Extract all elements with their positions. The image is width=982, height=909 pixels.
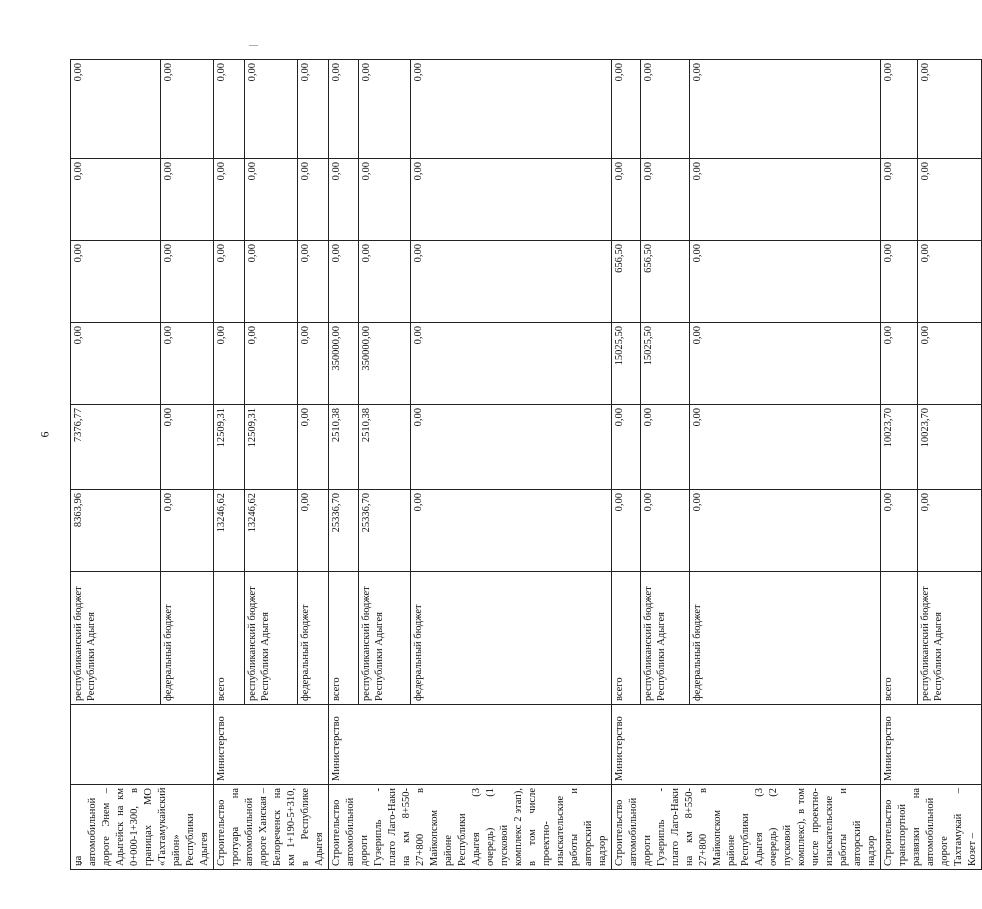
page-top-mark: — (249, 40, 258, 50)
value-cell: 0,00 (410, 60, 611, 159)
value-cell: 8363,96 (71, 490, 161, 572)
value-cell: 0,00 (689, 490, 880, 572)
value-cell: 0,00 (410, 159, 611, 241)
table-row (214, 60, 245, 870)
value-cell: 0,00 (71, 159, 161, 241)
value-cell: 2510,38 (359, 405, 411, 490)
value-cell: 0,00 (612, 405, 641, 490)
value-cell: 0,00 (640, 405, 689, 490)
value-cell: 0,00 (245, 241, 298, 323)
funding-source-cell: федеральный бюджет (689, 572, 880, 705)
value-cell: 13246,62 (214, 490, 245, 572)
value-cell: 0,00 (245, 323, 298, 405)
executor-cell: Министерство (329, 705, 612, 785)
value-cell: 0,00 (161, 159, 214, 241)
measure-name-cell: Строительство транспортной развязки на автомобильной дороге Тахтамукай – Козет – (881, 785, 982, 870)
value-cell: 0,00 (245, 60, 298, 159)
funding-source-cell: федеральный бюджет (297, 572, 328, 705)
value-cell: 0,00 (410, 323, 611, 405)
value-cell: 0,00 (881, 323, 918, 405)
table-row (329, 60, 359, 870)
page-number: 6 (37, 431, 52, 438)
executor-cell: Министерство (881, 705, 982, 785)
value-cell: 0,00 (689, 323, 880, 405)
value-cell: 350000,00 (329, 323, 359, 405)
funding-source-cell: всего (214, 572, 245, 705)
value-cell: 0,00 (359, 159, 411, 241)
funding-source-cell: федеральный бюджет (410, 572, 611, 705)
value-cell: 0,00 (71, 241, 161, 323)
value-cell: 0,00 (161, 60, 214, 159)
value-cell: 656,50 (612, 241, 641, 323)
value-cell: 0,00 (640, 490, 689, 572)
executor-cell: Министерство (214, 705, 329, 785)
value-cell: 25336,70 (329, 490, 359, 572)
funding-source-cell: республиканский бюджет Республики Адыгея (918, 572, 982, 705)
value-cell: 0,00 (689, 159, 880, 241)
value-cell: 0,00 (71, 60, 161, 159)
value-cell: 0,00 (689, 60, 880, 159)
value-cell: 0,00 (918, 60, 982, 159)
measure-name-cell: Строительство автомобильной дороги Гузерипль - плато Лаго-Наки на км 8+550-27+800 в Майкопском районе Республики Адыгея (3 очередь) (1 пусковой комплекс 2 этап), в том числе проектно-изыскательские работы и авторский надзор (329, 785, 612, 870)
value-cell: 10023,70 (918, 405, 982, 490)
measure-name-cell: Строительство автомобильной дороги Гузерипль - плато Лаго-Наки на км 8+550-27+800 в Майкопском районе Республики Адыгея (3 очередь) (2 пусковой комплекс), в том числе проектно-изыскательские работы и авторский надзор (612, 785, 881, 870)
value-cell: 0,00 (297, 159, 328, 241)
value-cell: 0,00 (71, 323, 161, 405)
value-cell: 0,00 (881, 241, 918, 323)
value-cell: 350000,00 (359, 323, 411, 405)
value-cell: 0,00 (689, 241, 880, 323)
value-cell: 12509,31 (214, 405, 245, 490)
value-cell: 656,50 (640, 241, 689, 323)
value-cell: 0,00 (161, 241, 214, 323)
value-cell: 0,00 (359, 241, 411, 323)
value-cell: 0,00 (214, 159, 245, 241)
funding-source-cell: республиканский бюджет Республики Адыгея (640, 572, 689, 705)
value-cell: 0,00 (214, 241, 245, 323)
value-cell: 0,00 (612, 159, 641, 241)
value-cell: 15025,50 (640, 323, 689, 405)
budget-table (70, 59, 982, 870)
funding-source-cell: всего (881, 572, 918, 705)
value-cell: 25336,70 (359, 490, 411, 572)
funding-source-cell: республиканский бюджет Республики Адыгея (245, 572, 298, 705)
value-cell: 0,00 (297, 60, 328, 159)
value-cell: 0,00 (297, 490, 328, 572)
value-cell: 0,00 (161, 323, 214, 405)
value-cell: 0,00 (359, 60, 411, 159)
executor-cell (71, 705, 214, 785)
value-cell: 0,00 (410, 241, 611, 323)
value-cell: 0,00 (918, 241, 982, 323)
value-cell: 0,00 (410, 490, 611, 572)
value-cell: 0,00 (612, 490, 641, 572)
value-cell: 0,00 (161, 490, 214, 572)
value-cell: 12509,31 (245, 405, 298, 490)
value-cell: 7376,77 (71, 405, 161, 490)
funding-source-cell: всего (329, 572, 359, 705)
value-cell: 0,00 (214, 323, 245, 405)
value-cell: 0,00 (297, 323, 328, 405)
value-cell: 0,00 (612, 60, 641, 159)
value-cell: 0,00 (881, 490, 918, 572)
value-cell: 0,00 (918, 159, 982, 241)
value-cell: 0,00 (640, 60, 689, 159)
value-cell: 0,00 (881, 60, 918, 159)
value-cell: 0,00 (297, 405, 328, 490)
value-cell: 0,00 (689, 405, 880, 490)
funding-source-cell: республиканский бюджет Республики Адыгея (359, 572, 411, 705)
value-cell: 0,00 (161, 405, 214, 490)
value-cell: 0,00 (918, 323, 982, 405)
value-cell: 15025,50 (612, 323, 641, 405)
table-row (71, 60, 161, 870)
table-row (612, 60, 641, 870)
value-cell: 0,00 (329, 60, 359, 159)
value-cell: 0,00 (918, 490, 982, 572)
value-cell: 0,00 (245, 159, 298, 241)
value-cell: 13246,62 (245, 490, 298, 572)
executor-cell: Министерство (612, 705, 881, 785)
measure-name-cell: на автомобильной дороге Энем – Адыгейск на км 0+000-1+300, в границах МО «Тахтамукайский район» Республики Адыгея (71, 785, 214, 870)
funding-source-cell: республиканский бюджет Республики Адыгея (71, 572, 161, 705)
value-cell: 2510,38 (329, 405, 359, 490)
rotated-table-container (70, 60, 978, 870)
value-cell: 0,00 (297, 241, 328, 323)
measure-name-cell: Строительство тротуара на автомобильной дороге Ханская – Белореченск на км 1+190-5+310, в Республике Адыгея (214, 785, 329, 870)
value-cell: 10023,70 (881, 405, 918, 490)
value-cell: 0,00 (329, 159, 359, 241)
value-cell: 0,00 (214, 60, 245, 159)
value-cell: 0,00 (640, 159, 689, 241)
funding-source-cell: федеральный бюджет (161, 572, 214, 705)
funding-source-cell: всего (612, 572, 641, 705)
value-cell: 0,00 (329, 241, 359, 323)
value-cell: 0,00 (881, 159, 918, 241)
table-row (881, 60, 918, 870)
value-cell: 0,00 (410, 405, 611, 490)
